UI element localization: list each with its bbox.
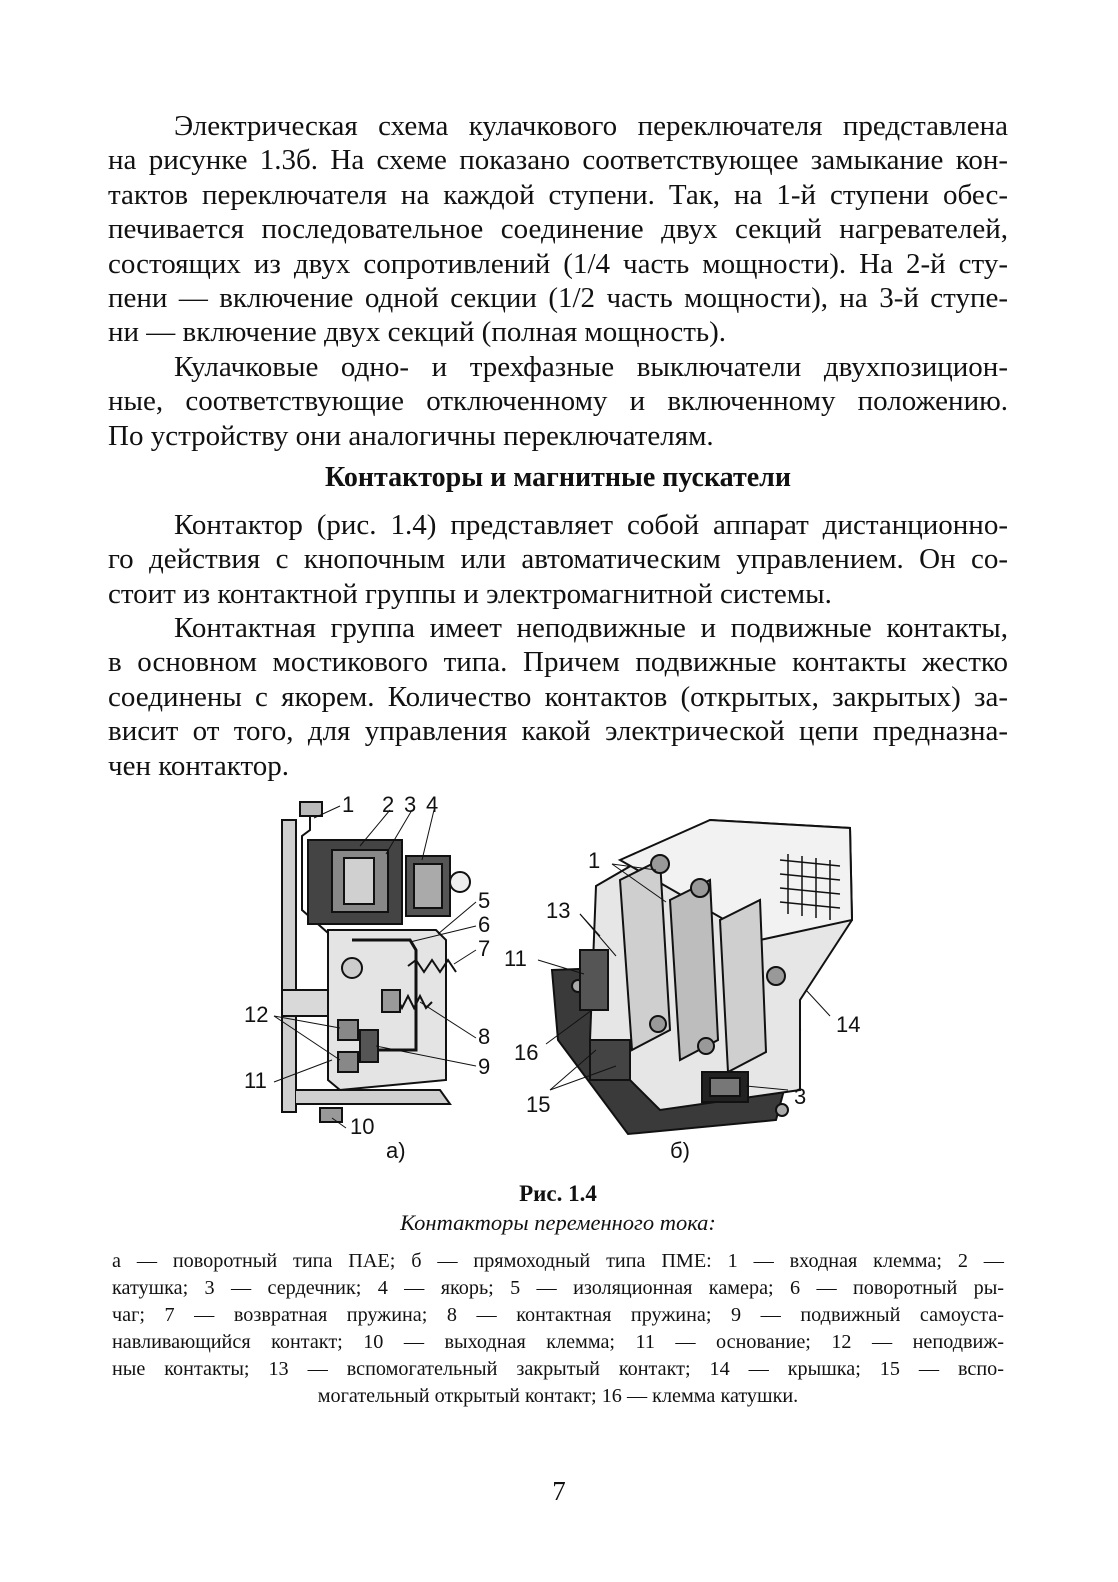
text-line: печивается последовательное соединение двух секций нагревателей, (108, 213, 1008, 246)
terminal-screw (698, 1038, 714, 1054)
text-line: соединены с якорем. Количество контактов (открытых, закрытых) за- (108, 680, 1008, 713)
text-line: состоящих из двух сопротивлений (1/4 часть мощности). На 2-й сту- (108, 247, 1008, 280)
label-a-6: 6 (478, 912, 491, 937)
label-a-12: 12 (244, 1002, 269, 1027)
text-line: висит от того, для управления какой электрической цепи предназна- (108, 715, 1008, 748)
subfigure-a-label: а) (386, 1138, 406, 1163)
legend-line: чаг; 7 — возвратная пружина; 8 — контактная пружина; 9 — подвижный самоуста- (112, 1304, 1004, 1326)
label-a-7: 7 (478, 936, 491, 961)
text-line: на рисунке 1.3б. На схеме показано соответствующее замыкание кон- (108, 144, 1008, 177)
base-plate (282, 820, 296, 1112)
label-a-2: 2 (382, 792, 395, 817)
label-a-4: 4 (426, 792, 439, 817)
output-terminal (320, 1108, 342, 1122)
input-terminal (300, 802, 322, 816)
paragraph-contactor-definition (108, 508, 1008, 611)
auxiliary-contacts (580, 950, 608, 1010)
legend-line: катушка; 3 — сердечник; 4 — якорь; 5 — изоляционная камера; 6 — поворотный ры- (112, 1277, 1004, 1299)
label-b-3: 3 (794, 1084, 807, 1109)
spring-holder (382, 990, 400, 1012)
leader-4 (422, 810, 434, 860)
core (344, 858, 374, 904)
text-line: Контактная группа имеет неподвижные и подвижные контакты, (174, 612, 1008, 644)
text-line: чен контактор. (108, 749, 290, 782)
legend-line: могательный открытый контакт; 16 — клемма катушки. (317, 1385, 799, 1407)
paragraph-cam-breakers (108, 350, 1008, 453)
text-line: По устройству они аналогичны переключателям. (108, 419, 714, 452)
spring-anchor (342, 958, 362, 978)
page-number: 7 (552, 1476, 566, 1506)
label-a-9: 9 (478, 1054, 491, 1079)
coil-terminal-block (590, 1040, 630, 1080)
movable-contact (360, 1030, 378, 1062)
paragraph-contact-group (108, 611, 1008, 783)
label-b-16: 16 (514, 1040, 539, 1065)
fixed-contact-upper (338, 1020, 358, 1040)
label-b-15: 15 (526, 1092, 551, 1117)
fixed-contact-lower (338, 1052, 358, 1072)
armature-pivot (450, 872, 470, 892)
label-b-13: 13 (546, 898, 571, 923)
figure-legend (112, 1248, 1004, 1410)
text-line: Кулачковые одно- и трехфазные выключатели двухпозицион- (174, 351, 1008, 383)
label-a-3: 3 (404, 792, 417, 817)
leader-b-14 (806, 990, 830, 1016)
terminal-screw (651, 855, 669, 873)
legend-line: ные контакты; 13 — вспомогательный закрытый контакт; 14 — крышка; 15 — вспо- (112, 1358, 1004, 1380)
paragraph-cam-switch-scheme (108, 109, 1008, 350)
terminal-screw (767, 967, 785, 985)
text-line: стоит из контактной группы и электромагнитной системы. (108, 577, 832, 610)
figure-caption-title: Рис. 1.4 (519, 1181, 597, 1206)
label-a-1: 1 (342, 792, 355, 817)
text-line: ни — включение двух секций (полная мощность). (108, 316, 727, 349)
contact-rib (720, 900, 766, 1072)
terminal-screw (650, 1016, 666, 1032)
text-line: тактов переключателя на каждой ступени. Так, на 1-й ступени обес- (108, 178, 1008, 211)
subfigure-b-label: б) (670, 1138, 690, 1163)
armature-face (414, 864, 442, 908)
figure-contactors (240, 790, 890, 1170)
legend-line: а — поворотный типа ПАЕ; б — прямоходный типа ПМЕ: 1 — входная клемма; 2 — (112, 1250, 1004, 1272)
text-line: го действия с кнопочным или автоматическим управлением. Он со- (108, 543, 1008, 576)
label-b-11: 11 (504, 946, 527, 971)
base-flange (282, 990, 332, 1016)
core (710, 1078, 740, 1096)
label-b-14: 14 (836, 1012, 861, 1037)
section-heading: Контакторы и магнитные пускатели (325, 462, 791, 493)
text-line: в основном мостикового типа. Причем подвижные контакты жестко (108, 646, 1008, 679)
label-b-1: 1 (588, 848, 601, 873)
label-a-10: 10 (350, 1114, 375, 1139)
text-line: ные, соответствующие отключенному и включенному положению. (108, 385, 1008, 418)
lower-base (296, 1090, 450, 1104)
text-line: Контактор (рис. 1.4) представляет собой аппарат дистанционно- (174, 509, 1008, 541)
text-line: пени — включение одной секции (1/2 часть мощности), на 3-й ступе- (108, 282, 1008, 315)
label-a-5: 5 (478, 888, 491, 913)
text-line: Электрическая схема кулачкового переключателя представлена (174, 110, 1008, 142)
terminal-screw (691, 879, 709, 897)
mount-hole (776, 1104, 788, 1116)
leader-7 (454, 950, 476, 964)
legend-line: навливающийся контакт; 10 — выходная клемма; 11 — основание; 12 — неподвиж- (112, 1331, 1004, 1353)
figure-caption-subtitle: Контакторы переменного тока: (400, 1210, 716, 1235)
label-a-8: 8 (478, 1024, 491, 1049)
label-a-11: 11 (244, 1068, 267, 1093)
drawing-a-rotary-contactor (274, 802, 476, 1128)
